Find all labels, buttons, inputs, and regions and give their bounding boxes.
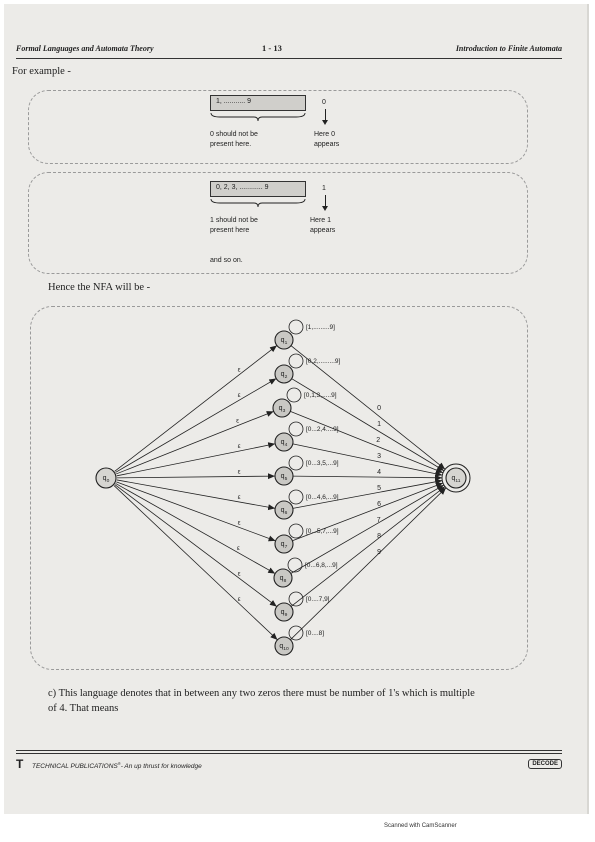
self-loop [288, 558, 302, 572]
epsilon-label: ε [237, 596, 241, 603]
intro-text: For example - [12, 66, 71, 77]
digit-edge-label: 6 [377, 501, 382, 509]
self-loop [289, 524, 303, 538]
self-loop-label: [0...5,7,...9] [306, 528, 339, 535]
footer-rule-bottom [16, 753, 562, 754]
digit-edge-label: 4 [377, 469, 382, 477]
state-label: $q_6$ [280, 507, 288, 516]
header-page-number: 1 - 13 [262, 43, 282, 53]
self-loop-label: [1,.........9] [306, 324, 335, 331]
self-loop-label: [0...6,8,...9] [305, 562, 338, 569]
scanned-note: Scanned with CamScanner [384, 823, 457, 829]
epsilon-label: ε [236, 545, 240, 552]
epsilon-label: ε [236, 417, 240, 425]
self-loop-label: [0,2,.........9] [306, 358, 341, 365]
self-loop [289, 320, 303, 334]
epsilon-edge [116, 411, 273, 474]
epsilon-label: ε [237, 392, 241, 399]
example1-note-left: 0 should not be present here. [210, 131, 258, 148]
self-loop [287, 388, 301, 402]
epsilon-edge [117, 476, 275, 478]
state-label: $q_5$ [280, 473, 288, 482]
epsilon-label: ε [237, 443, 241, 450]
epsilon-edge [117, 444, 275, 476]
state-label: $q_9$ [280, 609, 288, 618]
self-loop-label: [0...3,5,...9] [306, 460, 339, 467]
footer-publisher: TECHNICAL PUBLICATIONS®- An up thrust for knowledge [32, 761, 202, 771]
digit-edge-label: 7 [376, 517, 381, 524]
nfa-intro-text: Hence the NFA will be - [48, 282, 151, 293]
epsilon-label: ε [237, 494, 241, 501]
example2-note-right: Here 1 appears [310, 217, 336, 234]
state-label: $q_8$ [279, 575, 287, 584]
epsilon-edge [115, 346, 277, 472]
digit-edge-label: 9 [377, 548, 382, 556]
example2-and-so-on: and so on. [210, 257, 243, 264]
example1-note-right: Here 0 appears [314, 131, 340, 148]
epsilon-label: ε [237, 468, 241, 476]
epsilon-label: ε [237, 519, 241, 527]
state-label: $q_7$ [280, 541, 288, 550]
digit-edge-label: 5 [377, 485, 382, 493]
self-loop [289, 456, 303, 470]
state-label: $q_{10}$ [279, 643, 289, 652]
header-book-title: Formal Languages and Automata Theory [16, 44, 154, 53]
epsilon-label: ε [237, 570, 241, 578]
page-sheet [4, 4, 589, 814]
digit-edge-label: 1 [377, 421, 382, 429]
state-node [275, 637, 293, 655]
self-loop [289, 354, 303, 368]
self-loop-label: [0....8] [306, 630, 325, 637]
final-state-label: $q_{11}$ [451, 475, 461, 484]
header-chapter-title: Introduction to Finite Automata [455, 44, 562, 53]
digit-edge-label: 0 [377, 405, 382, 413]
self-loop [289, 422, 303, 436]
footer-rule-top [16, 750, 562, 751]
epsilon-label: ε [237, 366, 241, 374]
state-label: $q_1$ [280, 337, 288, 346]
start-state-label: $q_0$ [102, 475, 110, 484]
digit-edge-label: 8 [377, 532, 382, 540]
digit-edge-label: 2 [376, 437, 381, 445]
example2-note-left: 1 should not be present here [210, 217, 258, 234]
self-loop [289, 490, 303, 504]
state-label: $q_2$ [280, 371, 288, 380]
self-loop-label: [0....7,9] [306, 596, 330, 603]
example2-next-digit: 1 [322, 185, 326, 192]
self-loop-label: [0...4,6,...9] [306, 494, 339, 501]
footer [16, 759, 562, 773]
epsilon-edge [116, 482, 275, 541]
digit-edge-label: 3 [377, 453, 382, 461]
final-state-node [446, 468, 466, 488]
example1-next-digit: 0 [322, 99, 326, 106]
epsilon-edge [116, 483, 276, 573]
self-loop-label: [0,1,3,.....9] [304, 392, 337, 399]
footer-badge: DECODE [528, 759, 562, 769]
state-label: $q_4$ [280, 439, 288, 448]
digit-edge [293, 476, 442, 478]
epsilon-edge [114, 486, 277, 640]
self-loop [289, 626, 303, 640]
epsilon-edge [115, 485, 277, 607]
paragraph-c: c) This language denotes that in between any two zeros there must be number of 1's which is multiple of 4. That means [48, 688, 475, 714]
example2-sequence: 0, 2, 3, ............ 9 [210, 181, 306, 197]
self-loop-label: [0...2,4....9] [306, 426, 339, 433]
example1-sequence: 1, ........... 9 [210, 95, 306, 111]
state-label: $q_3$ [278, 405, 286, 414]
epsilon-edge [115, 379, 276, 473]
publisher-logo-icon: T [16, 757, 24, 771]
